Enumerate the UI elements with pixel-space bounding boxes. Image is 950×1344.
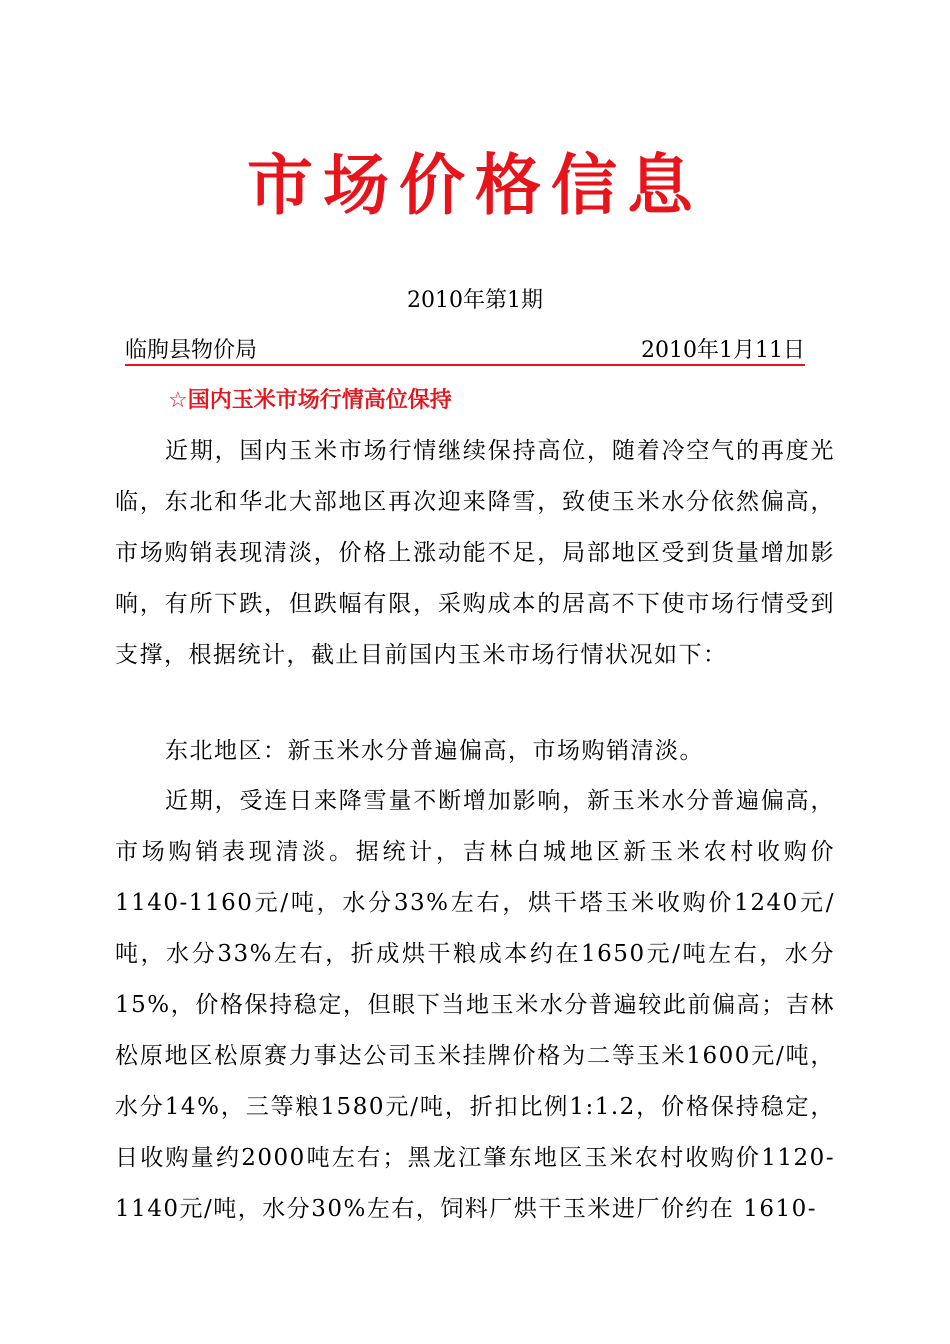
masthead-title: 市场价格信息	[247, 146, 703, 224]
paragraph-intro: 近期，国内玉米市场行情继续保持高位，随着冷空气的再度光临，东北和华北大部地区再次迎来降雪，致使玉米水分依然偏高，市场购销表现清淡，价格上涨动能不足，局部地区受到货量增加影响，有所下跌，但跌幅有限，采购成本的居高不下使市场行情受到支撑，根据统计，截止目前国内玉米市场行情状况如下：	[115, 438, 835, 668]
paragraph-region-summary: 东北地区：新玉米水分普遍偏高，市场购销清淡。	[165, 738, 704, 764]
header-divider	[125, 364, 805, 366]
dateline	[125, 336, 805, 366]
issue-number: 2010年第1期	[407, 288, 543, 313]
paragraph-region-detail: 近期，受连日来降雪量不断增加影响，新玉米水分普遍偏高，市场购销表现清淡。据统计，吉林白城地区新玉米农村收购价1140-1160元/吨，水分33%左右，烘干塔玉米收购价1240元/吨，水分33%左右，折成烘干粮成本约在1650元/吨左右，水分15%，价格保持稳定，但眼下当地玉米水分普遍较此前偏高；吉林松原地区松原赛力事达公司玉米挂牌价格为二等玉米1600元/吨，水分14%，三等粮1580元/吨，折扣比例1:1.2，价格保持稳定，日收购量约2000吨左右；黑龙江肇东地区玉米农村收购价1120-1140元/吨，水分30%左右，饲料厂烘干玉米进厂价约在 1610-	[115, 788, 835, 1222]
article-headline: ☆国内玉米市场行情高位保持	[168, 388, 452, 413]
publisher-name: 临朐县物价局	[125, 338, 258, 363]
publish-date: 2010年1月11日	[641, 338, 805, 363]
